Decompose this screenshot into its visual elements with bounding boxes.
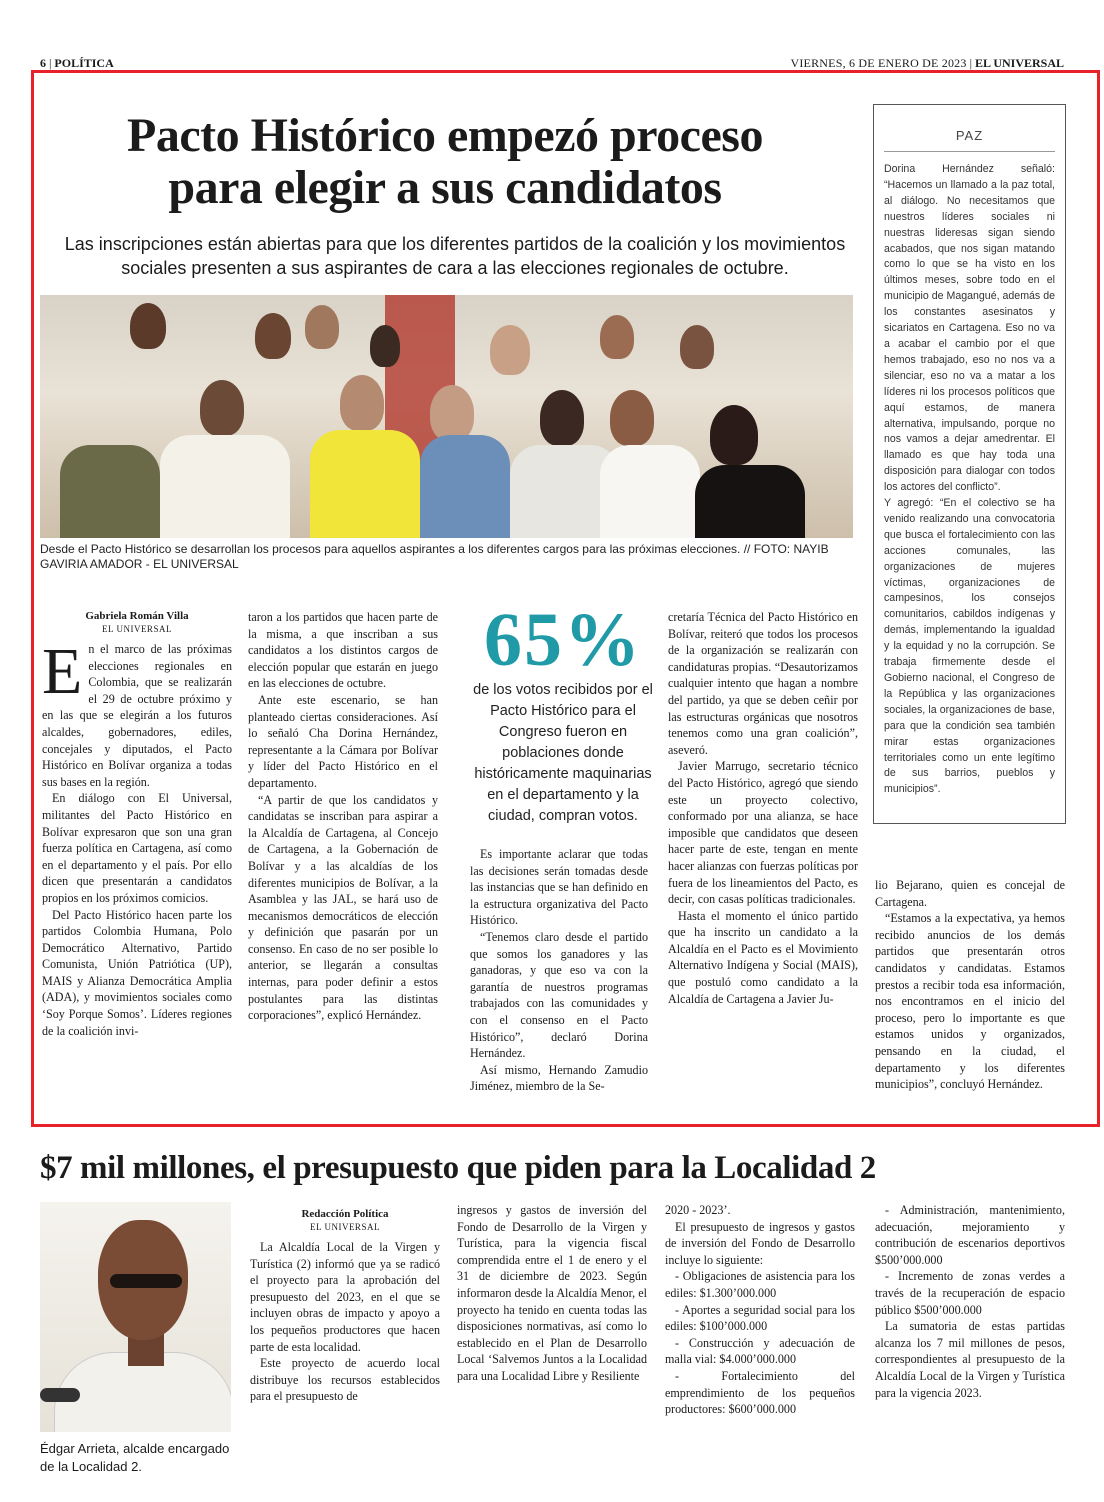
headline-line-1: Pacto Histórico empezó proceso bbox=[127, 109, 763, 162]
photo-person bbox=[130, 303, 166, 349]
article-paragraph: - Aportes a seguridad social para los ediles: $100’000.000 bbox=[665, 1302, 855, 1334]
article2-column-2 bbox=[457, 1202, 647, 1385]
portrait-photo bbox=[40, 1202, 231, 1432]
byline bbox=[250, 1208, 440, 1233]
page-date-line: VIERNES, 6 DE ENERO DE 2023 | EL UNIVERSAL bbox=[790, 55, 1064, 70]
sidebar-paragraph: Y agregó: “En el colectivo se ha venido realizando una convocatoria que busca el fortalecimiento con las acciones comunales, las organizaciones de mujeres víctimas, organizaciones de campesinos, los consejos comunitarios, cabildos indígenas y demás, implementando la igualdad y la equidad y no la corrupción. Se trabaja firmemente desde el Gobierno nacional, el Congreso de la República y las organizaciones sociales, la organizaciones de base, para que la condición sea también mirar estas organizaciones territoriales como un ente legítimo de sus barrios, pueblos y municipios”. bbox=[884, 497, 1055, 796]
sidebar-box bbox=[873, 104, 1066, 824]
photo-shirt bbox=[600, 445, 700, 538]
photo-person bbox=[340, 375, 384, 431]
photo-shirt bbox=[310, 430, 420, 538]
photo-person bbox=[710, 405, 758, 465]
byline-name: Gabriela Román Villa bbox=[85, 610, 189, 622]
article-column-2 bbox=[248, 609, 438, 1024]
page-section: 6 | POLÍTICA bbox=[40, 55, 114, 70]
photo-person bbox=[255, 313, 291, 359]
article-paragraph: - Incremento de zonas verdes a través de la recuperación de espacio público $500’000.000 bbox=[875, 1269, 1065, 1317]
paragraph-text: n el marco de las próximas elecciones regionales en Colombia, que se realizarán el 29 de octubre próximo y en las que se elegirán a los futuros alcaldes, gobernadores, ediles, concejales y diputados, el Pacto Histórico en Bolívar organiza a todas sus bases en la región. bbox=[42, 642, 232, 789]
article-paragraph: En diálogo con El Universal, militantes del Pacto Histórico en Bolívar expresaron que son una gran fuerza política en Cartagena, así como en el departamento y el país. Por ello dicen que presentarán a candidatos propios en los próximos comicios. bbox=[42, 791, 232, 905]
article-column-1 bbox=[42, 610, 232, 1039]
photo-person bbox=[490, 325, 530, 375]
photo-person bbox=[680, 325, 714, 369]
photo-person bbox=[600, 315, 634, 359]
sidebar-paragraph: Dorina Hernández señaló: “Hacemos un llamado a la paz total, al diálogo. No necesitamos que nuestros líderes sociales ni nuestras lideresas sigan siendo acabados, que nos sigan matando como lo que se ha visto en los últimos meses, sobre todo en el municipio de Magangué, además de los constantes asesinatos y sicariatos en Cartagena. Eso no va a acabar el cambio por el que hemos trabajado, eso no nos va a silenciar, eso no va a matar a los líderes ni los procesos políticos que aquí estamos, de manera alternativa, impulsando, porque no nos vamos a dejar amedrentar. El llamado es que hay toda una disposición para dialogar con todos los actores del conflicto”. bbox=[884, 163, 1055, 494]
microphone-icon bbox=[40, 1388, 80, 1402]
article-paragraph: lio Bejarano, quien es concejal de Cartagena. bbox=[875, 878, 1065, 909]
article-paragraph: - Administración, mantenimiento, adecuación, mejoramiento y contribución de escenarios deportivos $500’000.000 bbox=[875, 1203, 1065, 1267]
article-paragraph: “A partir de que los candidatos y candidatas se inscriban para aspirar a la Alcaldía de Cartagena, al Concejo de Cartagena, a la Gobernación de Bolívar y a las alcaldías de los diferentes municipios de Bolívar, a la Asamblea y las JAL, se hará uso de mecanismos democráticos de elección y definición que pasarán por un consenso. En caso de no ser posible lo anterior, se llegarán a consultas internas, para poder definir a estos postulantes para las distintas corporaciones”, explicó Hernández. bbox=[248, 792, 438, 1023]
photo-shirt bbox=[60, 445, 160, 538]
article-paragraph: “Tenemos claro desde el partido que somos los ganadores y las ganadoras, y que eso va con la garantía de nuestros programas trabajados con las comunidades y con el consenso en el Pacto Histórico”, declaró Dorina Hernández. bbox=[470, 929, 648, 1061]
photo-person bbox=[370, 325, 400, 367]
stat-value: 65% bbox=[484, 598, 642, 682]
article-paragraph: - Construcción y adecuación de malla vial: $4.000’000.000 bbox=[665, 1335, 855, 1367]
photo-shirt bbox=[420, 435, 510, 538]
byline-name: Redacción Política bbox=[301, 1208, 389, 1220]
article-paragraph: Así mismo, Hernando Zamudio Jiménez, miembro de la Se- bbox=[470, 1062, 648, 1094]
article-column-5 bbox=[875, 877, 1065, 1093]
byline bbox=[42, 610, 232, 635]
stat-description: de los votos recibidos por el Pacto Histórico para el Congreso fueron en poblaciones donde históricamente maquinarias en el departamento y la ciudad, compran votos. bbox=[473, 682, 653, 824]
portrait-glasses bbox=[110, 1274, 182, 1288]
drop-cap: E bbox=[42, 635, 83, 708]
article-paragraph: ingresos y gastos de inversión del Fondo de Desarrollo de la Virgen y Turística, para la vigencia fiscal comprendida entre el 1 de enero y el 31 de diciembre de 2023. Según informaron desde la Alcaldía Menor, el proyecto ha tenido en cuenta todas las disposiciones normativas, así como lo establecido en el Plan de Desarrollo Local ‘Salvemos Juntos a la Localidad para una Localidad Libre y Resiliente bbox=[457, 1203, 647, 1383]
headline-line-2: para elegir a sus candidatos bbox=[168, 161, 722, 214]
article-paragraph: 2020 - 2023’. bbox=[665, 1203, 731, 1217]
newspaper-name: EL UNIVERSAL bbox=[974, 55, 1064, 70]
byline-org: EL UNIVERSAL bbox=[102, 624, 172, 634]
article-paragraph: Del Pacto Histórico hacen parte los partidos Colombia Humana, Polo Democrático Alternativo, Partido Comunista, Unión Patriótica (UP), MAIS y Alianza Democrática Amplia (ADA), y movimientos sociales como ‘Soy Porque Somos’. Líderes regiones de la coalición invi- bbox=[42, 907, 232, 1038]
second-headline: $7 mil millones, el presupuesto que piden para la Localidad 2 bbox=[40, 1150, 876, 1186]
article-column-4 bbox=[668, 609, 858, 1007]
article-paragraph: Es importante aclarar que todas las decisiones serán tomadas desde las instancias que se han definido en la estructura organizativa del Pacto Histórico. bbox=[470, 847, 648, 928]
article-paragraph: taron a los partidos que hacen parte de la misma, a que inscriban a sus candidatos a los distintos cargos de elección popular que estarán en juego en las elecciones de octubre. bbox=[248, 610, 438, 691]
article-paragraph: Ante este escenario, se han planteado ciertas consideraciones. Así lo señaló Cha Dorina Hernández, representante a la Cámara por Bolívar y líder del Pacto Histórico en el departamento. bbox=[248, 692, 438, 790]
article-paragraph bbox=[42, 635, 232, 790]
article-paragraph: cretaría Técnica del Pacto Histórico en Bolívar, reiteró que todos los procesos de la organización se realizarán con candidaturas propias. “Desautorizamos cualquier intento que hagan a nombre del partido, ya que se deben ceñir por las estructuras orgánicas que nosotros tenemos como una gran coalición”, aseveró. bbox=[668, 610, 858, 757]
article2-column-1 bbox=[250, 1208, 440, 1405]
photo-shirt bbox=[695, 465, 805, 538]
article-paragraph: Este proyecto de acuerdo local distribuye los recursos establecidos para el presupuesto de bbox=[250, 1356, 440, 1404]
issue-date: VIERNES, 6 DE ENERO DE 2023 bbox=[790, 55, 967, 70]
article-paragraph: - Fortalecimiento del emprendimiento de los pequeños productores: $600’000.000 bbox=[665, 1368, 855, 1417]
photo-person bbox=[610, 390, 654, 446]
article-paragraph: La Alcaldía Local de la Virgen y Turística (2) informó que ya se radicó el proyecto para la aprobación del presupuesto del 2023, en el que se incluyen obras de impacto y apoyo a los pequeños productores que hacen parte de esta localidad. bbox=[250, 1240, 440, 1354]
article-paragraph: El presupuesto de ingresos y gastos de inversión del Fondo de Desarrollo incluye lo siguiente: bbox=[665, 1219, 855, 1267]
byline-org: EL UNIVERSAL bbox=[310, 1222, 380, 1232]
article2-column-4 bbox=[875, 1202, 1065, 1401]
stat-callout bbox=[468, 598, 658, 827]
main-headline bbox=[40, 110, 850, 214]
article-paragraph: “Estamos a la expectativa, ya hemos recibido anuncios de los demás partidos que presentarán otros candidatos y candidatas. Estamos prestos a recibir toda esa información, nos encontramos en el inicio del proceso, pero lo importante es que estamos unidos y organizados, pensando en la ciudad, el departamento y los diferentes municipios”, concluyó Hernández. bbox=[875, 911, 1065, 1092]
portrait-caption: Édgar Arrieta, alcalde encargado de la Localidad 2. bbox=[40, 1441, 230, 1474]
article-paragraph: Javier Marrugo, secretario técnico del Pacto Histórico, agregó que siendo este un proyecto colectivo, conformado por una alianza, se hace imposible que candidatos que deseen hacer parte de este, tengan en mente hacer alianzas con fuerzas políticas por fuera de los lineamientos del Pacto, es decir, con casas políticas tradicionales. bbox=[668, 759, 858, 907]
subheadline: Las inscripciones están abiertas para que los diferentes partidos de la coalición y los movimientos sociales presenten a sus aspirantes de cara a las elecciones regionales de octubre. bbox=[64, 234, 846, 278]
page-number: 6 bbox=[40, 55, 46, 70]
photo-person bbox=[200, 380, 244, 436]
article-paragraph: La sumatoria de estas partidas alcanza los 7 mil millones de pesos, correspondientes al presupuesto de la Alcaldía Local de la Virgen y Turística para la vigencia 2023. bbox=[875, 1319, 1065, 1400]
section-name: POLÍTICA bbox=[54, 55, 114, 70]
article-paragraph: - Obligaciones de asistencia para los ediles: $1.300’000.000 bbox=[665, 1269, 855, 1300]
article2-column-3 bbox=[665, 1202, 855, 1418]
article-column-3 bbox=[470, 846, 648, 1095]
photo-caption: Desde el Pacto Histórico se desarrollan los procesos para aquellos aspirantes a los diferentes cargos para las próximas elecciones. // FOTO: NAYIB GAVIRIA AMADOR - EL UNIVERSAL bbox=[40, 542, 829, 571]
photo-shirt bbox=[160, 435, 290, 538]
sidebar-kicker: PAZ bbox=[884, 105, 1055, 152]
photo-person bbox=[430, 385, 474, 441]
article-paragraph: Hasta el momento el único partido que ha inscrito un candidato a la Alcaldía en el Pacto es el Movimiento Alternativo Indígena y Social (MAIS), que postuló como candidato a la Alcaldía de Cartagena a Javier Ju- bbox=[668, 908, 858, 1006]
photo-person bbox=[540, 390, 584, 446]
group-photo bbox=[40, 295, 853, 538]
photo-person bbox=[305, 305, 339, 349]
